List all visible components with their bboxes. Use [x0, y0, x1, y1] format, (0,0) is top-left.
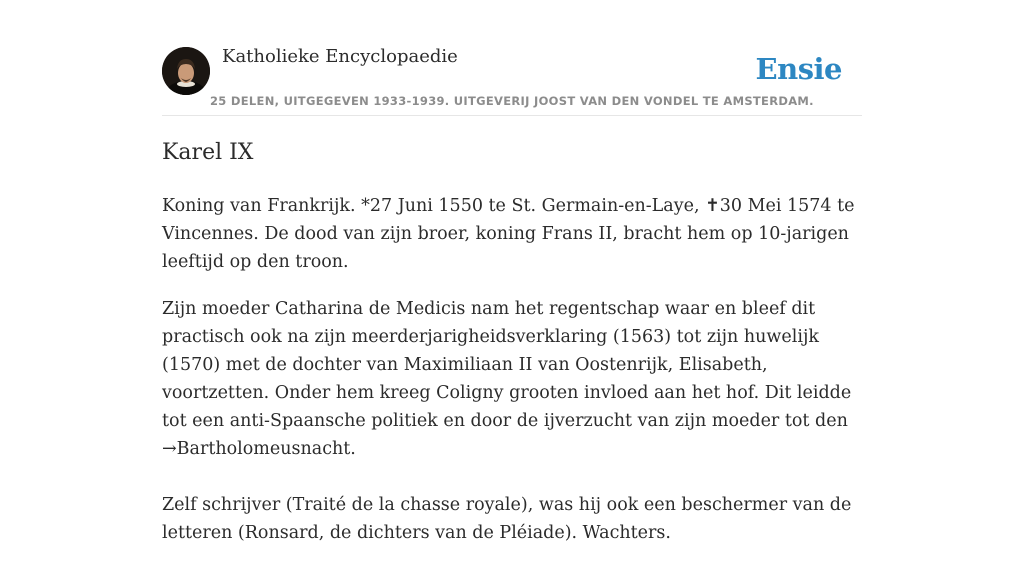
portrait-avatar-icon [162, 47, 210, 95]
article-paragraph: Zelf schrijver (Traité de la chasse royale), was hij ook een beschermer van de letteren (Ronsard, de dichters van de Pléiade). Wachters. [162, 495, 852, 543]
article-title: Karel IX [162, 140, 254, 165]
header-divider [162, 115, 862, 116]
article-paragraph: Koning van Frankrijk. *27 Juni 1550 te St. Germain-en-Laye, ✝30 Mei 1574 te Vincennes. De dood van zijn broer, koning Frans II, bracht hem op 10-jarigen leeftijd op den troon. [162, 196, 855, 272]
brand-logo[interactable]: Ensie [755, 52, 842, 86]
publication-title[interactable]: Katholieke Encyclopaedie [222, 46, 458, 67]
article-paragraph: Zijn moeder Catharina de Medicis nam het regentschap waar en bleef dit practisch ook na zijn meerderjarigheidsverklaring (1563) tot zijn huwelijk (1570) met de dochter van Maximiliaan II van Oostenrijk, Elisabeth, voortzetten. Onder hem kreeg Coligny grooten invloed aan het hof. Dit leidde tot een anti-Spaansche politiek en door de ijverzucht van zijn moeder tot den →Bartholomeusnacht. [162, 299, 852, 459]
publication-subtitle: 25 DELEN, UITGEGEVEN 1933-1939. UITGEVERIJ JOOST VAN DEN VONDEL TE AMSTERDAM. [210, 94, 814, 108]
publication-avatar[interactable] [162, 47, 210, 95]
article-body [162, 192, 862, 566]
